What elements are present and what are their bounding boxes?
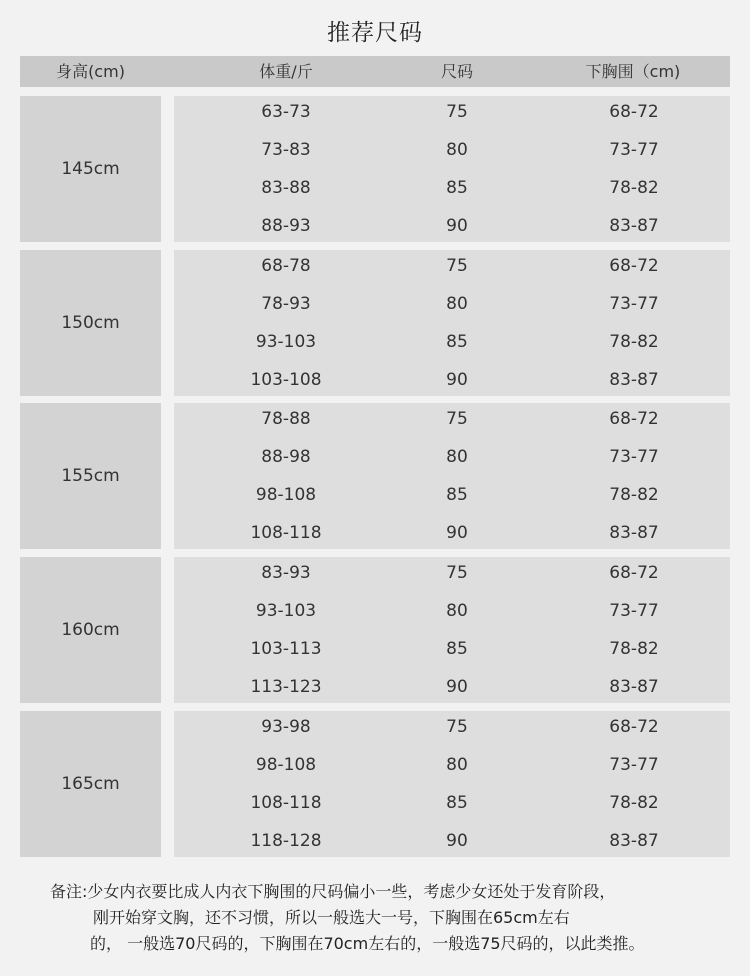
- size-rows: [174, 250, 730, 396]
- table-row: [174, 554, 730, 592]
- size-cell: 90: [446, 523, 468, 543]
- size-cell: 75: [446, 102, 468, 122]
- height-group: [20, 557, 730, 703]
- weight-cell: 93-103: [255, 332, 317, 352]
- weight-cell: 108-118: [250, 523, 322, 543]
- size-rows: [174, 711, 730, 857]
- size-cell: 85: [446, 178, 468, 198]
- table-row: [174, 131, 730, 169]
- table-row: [174, 592, 730, 630]
- table-row: [174, 438, 730, 476]
- weight-cell: 98-108: [255, 485, 317, 505]
- underbust-cell: 73-77: [609, 755, 659, 775]
- height-group: [20, 96, 730, 242]
- size-cell: 80: [446, 294, 468, 314]
- table-row: [174, 708, 730, 746]
- table-row: [174, 285, 730, 323]
- size-cell: 80: [446, 140, 468, 160]
- table-row: [174, 668, 730, 706]
- weight-cell: 73-83: [261, 140, 311, 160]
- size-cell: 90: [446, 216, 468, 236]
- weight-cell: 93-103: [255, 601, 317, 621]
- note-line-2: 刚开始穿文胸，还不习惯，所以一般选大一号，下胸围在65cm左右: [93, 908, 570, 927]
- height-group: [20, 403, 730, 549]
- underbust-cell: 78-82: [609, 332, 659, 352]
- underbust-cell: 83-87: [609, 370, 659, 390]
- size-rows: [174, 96, 730, 242]
- note: [0, 879, 750, 957]
- weight-cell: 108-118: [250, 793, 322, 813]
- table-header: [20, 56, 730, 87]
- height-cell: 160cm: [20, 557, 161, 703]
- size-rows: [174, 557, 730, 703]
- height-cell: 165cm: [20, 711, 161, 857]
- underbust-cell: 78-82: [609, 178, 659, 198]
- weight-cell: 98-108: [255, 755, 317, 775]
- underbust-cell: 73-77: [609, 294, 659, 314]
- size-cell: 90: [446, 831, 468, 851]
- table-row: [174, 400, 730, 438]
- underbust-cell: 68-72: [609, 563, 659, 583]
- underbust-cell: 78-82: [609, 485, 659, 505]
- weight-cell: 103-113: [250, 639, 322, 659]
- table-row: [174, 822, 730, 860]
- underbust-cell: 73-77: [609, 447, 659, 467]
- table-row: [174, 323, 730, 361]
- table-row: [174, 207, 730, 245]
- height-cell: 150cm: [20, 250, 161, 396]
- underbust-cell: 83-87: [609, 831, 659, 851]
- size-rows: [174, 403, 730, 549]
- note-line-3: 的， 一般选70尺码的，下胸围在70cm左右的，一般选75尺码的，以此类推。: [90, 934, 645, 953]
- weight-cell: 118-128: [250, 831, 322, 851]
- underbust-cell: 78-82: [609, 639, 659, 659]
- table-row: [174, 630, 730, 668]
- underbust-cell: 83-87: [609, 677, 659, 697]
- weight-cell: 83-93: [261, 563, 311, 583]
- size-cell: 80: [446, 755, 468, 775]
- weight-cell: 103-108: [250, 370, 322, 390]
- weight-cell: 93-98: [261, 717, 311, 737]
- height-cell: 155cm: [20, 403, 161, 549]
- weight-cell: 83-88: [261, 178, 311, 198]
- size-cell: 85: [446, 485, 468, 505]
- underbust-cell: 68-72: [609, 256, 659, 276]
- height-group: [20, 250, 730, 396]
- weight-cell: 88-93: [261, 216, 311, 236]
- size-cell: 80: [446, 601, 468, 621]
- underbust-cell: 83-87: [609, 523, 659, 543]
- header-weight: 体重/斤: [259, 62, 313, 81]
- weight-cell: 63-73: [261, 102, 311, 122]
- header-underbust: 下胸围（cm): [585, 62, 681, 81]
- table-row: [174, 361, 730, 399]
- height-cell: 145cm: [20, 96, 161, 242]
- underbust-cell: 68-72: [609, 409, 659, 429]
- underbust-cell: 68-72: [609, 717, 659, 737]
- table-row: [174, 93, 730, 131]
- size-cell: 75: [446, 717, 468, 737]
- header-height: 身高(cm): [56, 62, 125, 81]
- underbust-cell: 83-87: [609, 216, 659, 236]
- page-title: 推荐尺码: [327, 20, 423, 46]
- size-cell: 90: [446, 370, 468, 390]
- size-cell: 75: [446, 409, 468, 429]
- note-line-1: 备注:少女内衣要比成人内衣下胸围的尺码偏小一些，考虑少女还处于发育阶段，: [50, 882, 616, 901]
- weight-cell: 78-88: [261, 409, 311, 429]
- underbust-cell: 73-77: [609, 601, 659, 621]
- size-cell: 80: [446, 447, 468, 467]
- underbust-cell: 73-77: [609, 140, 659, 160]
- weight-cell: 78-93: [261, 294, 311, 314]
- table-row: [174, 247, 730, 285]
- weight-cell: 113-123: [250, 677, 322, 697]
- table-row: [174, 476, 730, 514]
- underbust-cell: 78-82: [609, 793, 659, 813]
- weight-cell: 68-78: [261, 256, 311, 276]
- table-row: [174, 784, 730, 822]
- size-cell: 85: [446, 332, 468, 352]
- height-group: [20, 711, 730, 857]
- weight-cell: 88-98: [261, 447, 311, 467]
- size-cell: 85: [446, 639, 468, 659]
- size-cell: 75: [446, 563, 468, 583]
- table-row: [174, 169, 730, 207]
- header-size: 尺码: [440, 62, 473, 81]
- size-cell: 75: [446, 256, 468, 276]
- size-cell: 90: [446, 677, 468, 697]
- table-row: [174, 746, 730, 784]
- underbust-cell: 68-72: [609, 102, 659, 122]
- table-row: [174, 514, 730, 552]
- size-cell: 85: [446, 793, 468, 813]
